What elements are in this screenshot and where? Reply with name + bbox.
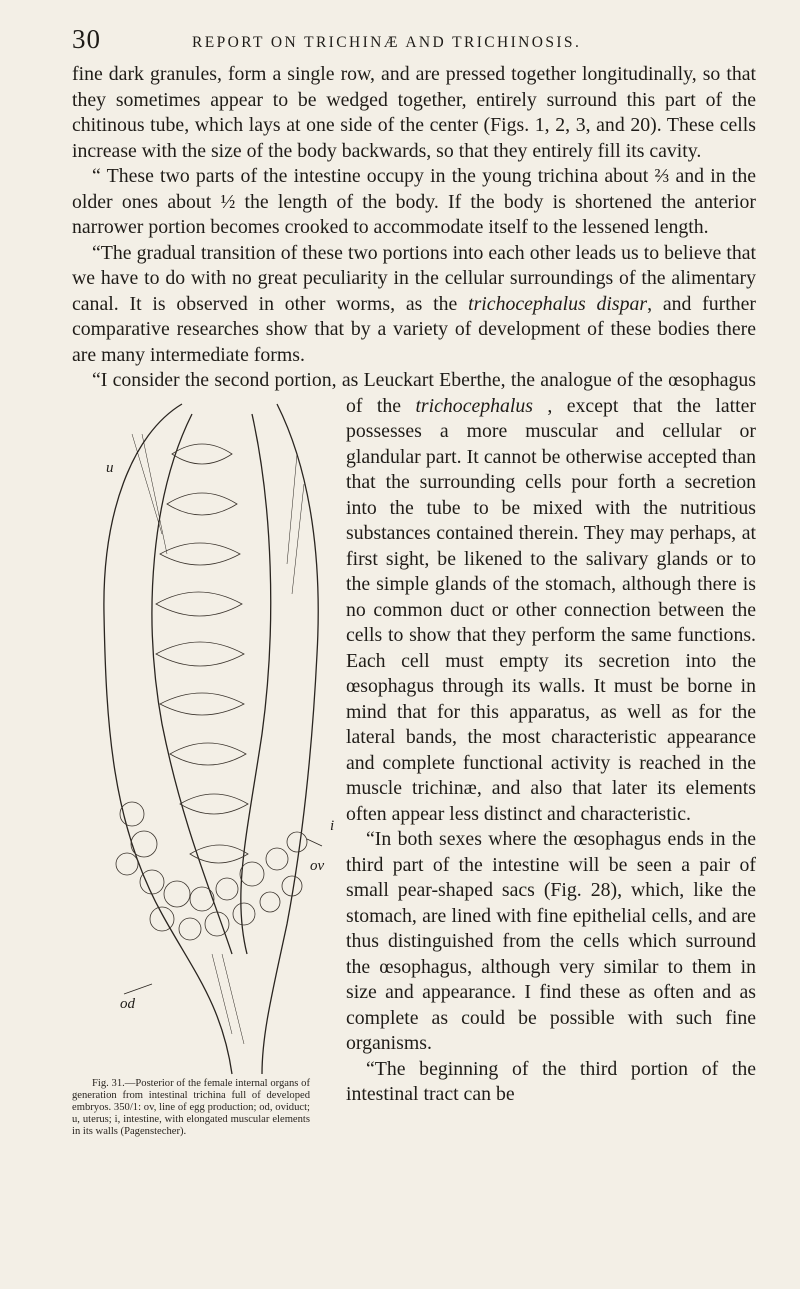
paragraph-6: “The beginning of the third portion of the intestinal tract can be <box>346 1057 756 1105</box>
paragraph-3 <box>72 241 756 369</box>
page-number: 30 <box>72 24 101 54</box>
paragraph-4-genus: trichocephalus <box>415 394 534 417</box>
label-u: u <box>106 459 114 476</box>
paragraph-1: fine dark granules, form a single row, and are pressed together longitudinally, so that they sometimes appear to be wedged together, entirely surround this part of the chitinous tube, which lays at one side of the center (Figs. 1, 2, 3, and 20). These cells increase with the size of the body backwards, so that they entirely fill its cavity. <box>72 63 756 162</box>
paragraph-5: “In both sexes where the œsophagus ends in the third part of the intestine will be seen a pair of small pear-shaped sacs (Fig. 28), which, like the stomach, are lined with fine epithelial cells, and are thus distinguished from the cells which surround the œsophagus, although very similar to them in size and appearance. I find these as often and as complete as could be possible with such fine organisms. <box>346 828 756 1054</box>
figure-31-drawing <box>72 394 334 1084</box>
paragraph-3-text-b: , and further comparative researches show that by a variety of development of these bodies there are many intermediate forms. <box>72 292 757 366</box>
paragraph-2: “ These two parts of the intestine occupy in the young trichina about ⅔ and in the older ones about ½ the length of the body. If the body is shortened the anterior narrower portion becomes crooked to accommodate itself to the lessened length. <box>72 165 756 238</box>
paragraph-3-text-a: “The gradual transition of these two portions into each other leads us to believe that we have to do with no great peculiarity in the cellular surroundings of the alimentary canal. It is observed in other worms, as the <box>72 241 756 315</box>
page-header <box>72 24 760 64</box>
figure-caption: Fig. 31.—Posterior of the female internal organs of generation from intestinal trichina full of developed embryos. 350/1: ov, line of egg production; od, oviduct; u, uterus; i, intestine, with elongated muscular elements in its walls (Pagenstecher). <box>72 1077 310 1138</box>
figure-31 <box>72 394 334 1179</box>
label-ov: ov <box>310 857 325 874</box>
label-i: i <box>330 817 335 834</box>
running-head: REPORT ON TRICHINÆ AND TRICHINOSIS. <box>192 34 582 51</box>
body-text <box>72 62 756 1179</box>
label-od: od <box>120 995 135 1012</box>
paragraph-3-species: trichocephalus dispar <box>468 292 648 315</box>
paragraph-4-text-b: , except that the latter possesses a more muscular and cellular or glandular part. It cannot be otherwise accepted than that the surrounding cells pour forth a secretion into the tube to be mixed with the nutritious substances contained therein. They may perhaps, at first sight, be likened to the salivary glands or to the simple glands of the stomach, although there is no common duct or other connection between the cells to show that they perform the same functions. Each cell must empty its secretion into the œsophagus through its walls. It must be borne in mind that for this apparatus, as well as for the lateral bands, the most characteristic appearance and complete functional activity is reached in the muscle trichinæ, and also that later its elements often appear less distinct and characteristic. <box>346 394 756 825</box>
paragraph-4-text-a: “I consider the second portion, as Leuckart Eberthe, the analogue of the œsophagus of the <box>92 369 756 417</box>
